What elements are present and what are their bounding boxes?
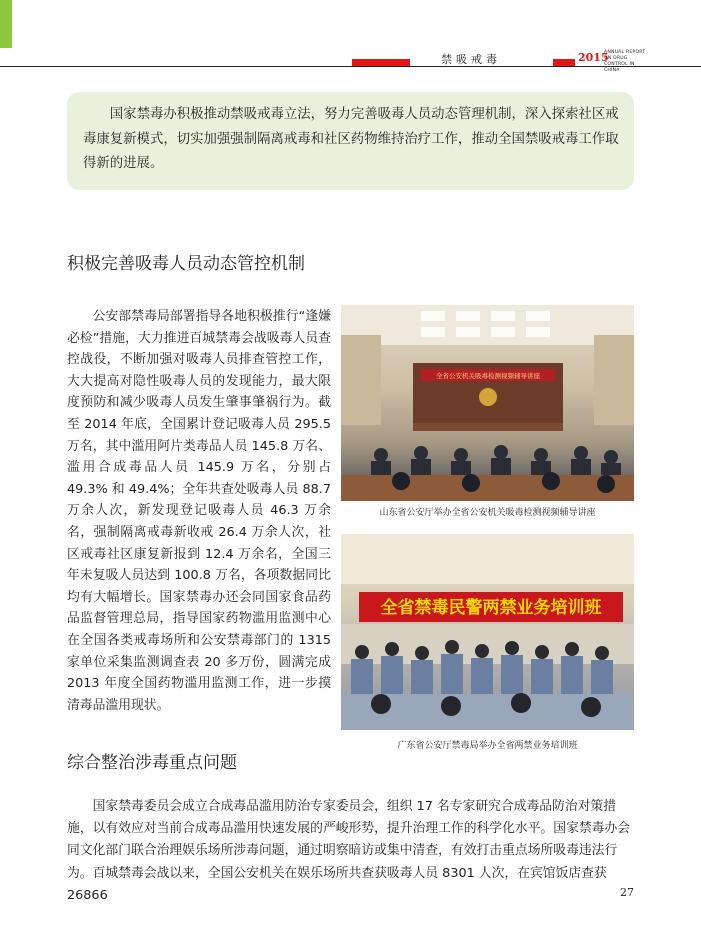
section-title-key-issues: 综合整治涉毒重点问题 <box>67 753 237 773</box>
running-header-title: 禁吸戒毒 <box>441 53 501 66</box>
section-body-key-issues: 国家禁毒委员会成立合成毒品滥用防治专家委员会，组织 17 名专家研究合成毒品防治对策措施，以有效应对当前合成毒品滥用快速发展的严峻形势，提升治理工作的科学化水平。国家禁毒办会同文化部门联合治理娱乐场所涉毒问题，通过明察暗访或集中清查，有效打击重点场所吸毒违法行为。百城禁毒会战以来，全国公安机关在娱乐场所共查获吸毒人员 8301 人次，在宾馆饭店查获 26866 <box>67 799 631 903</box>
section-body-dynamic-control: 公安部禁毒局部署指导各地积极推行“逢嫌必检”措施，大力推进百城禁毒会战吸毒人员查控战役，不断加强对吸毒人员排查管控工作，大大提高对隐性吸毒人员的发现能力，最大限度预防和减少吸毒人员发生肇事肇祸行为。截至 2014 年底，全国累计登记吸毒人员 295.5 万名，其中滥用阿片类毒品人员 145.8 万名、滥用合成毒品人员 145.9 万名，分别占 49.3% 和 49.4%；全年共查处吸毒人员 88.7 万余人次，新发现登记吸毒人员 46.3 万余名，强制隔离戒毒新收戒 26.4 万余人次，社区戒毒社区康复新报到 12.4 万余名，全国三年未复吸人员达到 100.8 万名，各项数据同比均有大幅增长。国家禁毒办还会同国家食品药品监督管理总局，指导国家药物滥用监测中心在全国各类戒毒场所和公安禁毒部门的 1315 家单位采集监测调查表 20 多万份，圆满完成 2013 年度全国药物滥用监测工作，进一步摸清毒品滥用现状。 <box>67 309 331 713</box>
header-rule <box>0 66 701 67</box>
page-number: 27 <box>620 886 634 899</box>
photo-shandong-lecture <box>341 305 634 501</box>
training-banner: 全省禁毒民警两禁业务培训班 <box>380 598 602 618</box>
hall-banner: 全省公安机关吸毒检测视频辅导讲座 <box>436 372 540 380</box>
lecture-hall-illustration <box>341 305 634 501</box>
green-edge-strip <box>0 0 12 48</box>
training-class-illustration <box>341 534 634 730</box>
photo-caption-shandong: 山东省公安厅举办全省公安机关吸毒检测视频辅导讲座 <box>379 508 596 518</box>
running-header-subtitle: ANNUAL REPORT ON DRUG CONTROL IN CHINA <box>604 50 646 73</box>
summary-text: 国家禁毒办积极推动禁吸戒毒立法，努力完善吸毒人员动态管理机制，深入探索社区戒毒康复新模式，切实加强强制隔离戒毒和社区药物维持治疗工作，推动全国禁吸戒毒工作取得新的进展。 <box>83 107 619 171</box>
section-title-dynamic-control: 积极完善吸毒人员动态管控机制 <box>67 254 305 274</box>
photo-caption-guangdong: 广东省公安厅禁毒局举办全省两禁业务培训班 <box>397 741 578 751</box>
running-header-year: 2015 <box>578 51 609 64</box>
photo-guangdong-training <box>341 534 634 730</box>
